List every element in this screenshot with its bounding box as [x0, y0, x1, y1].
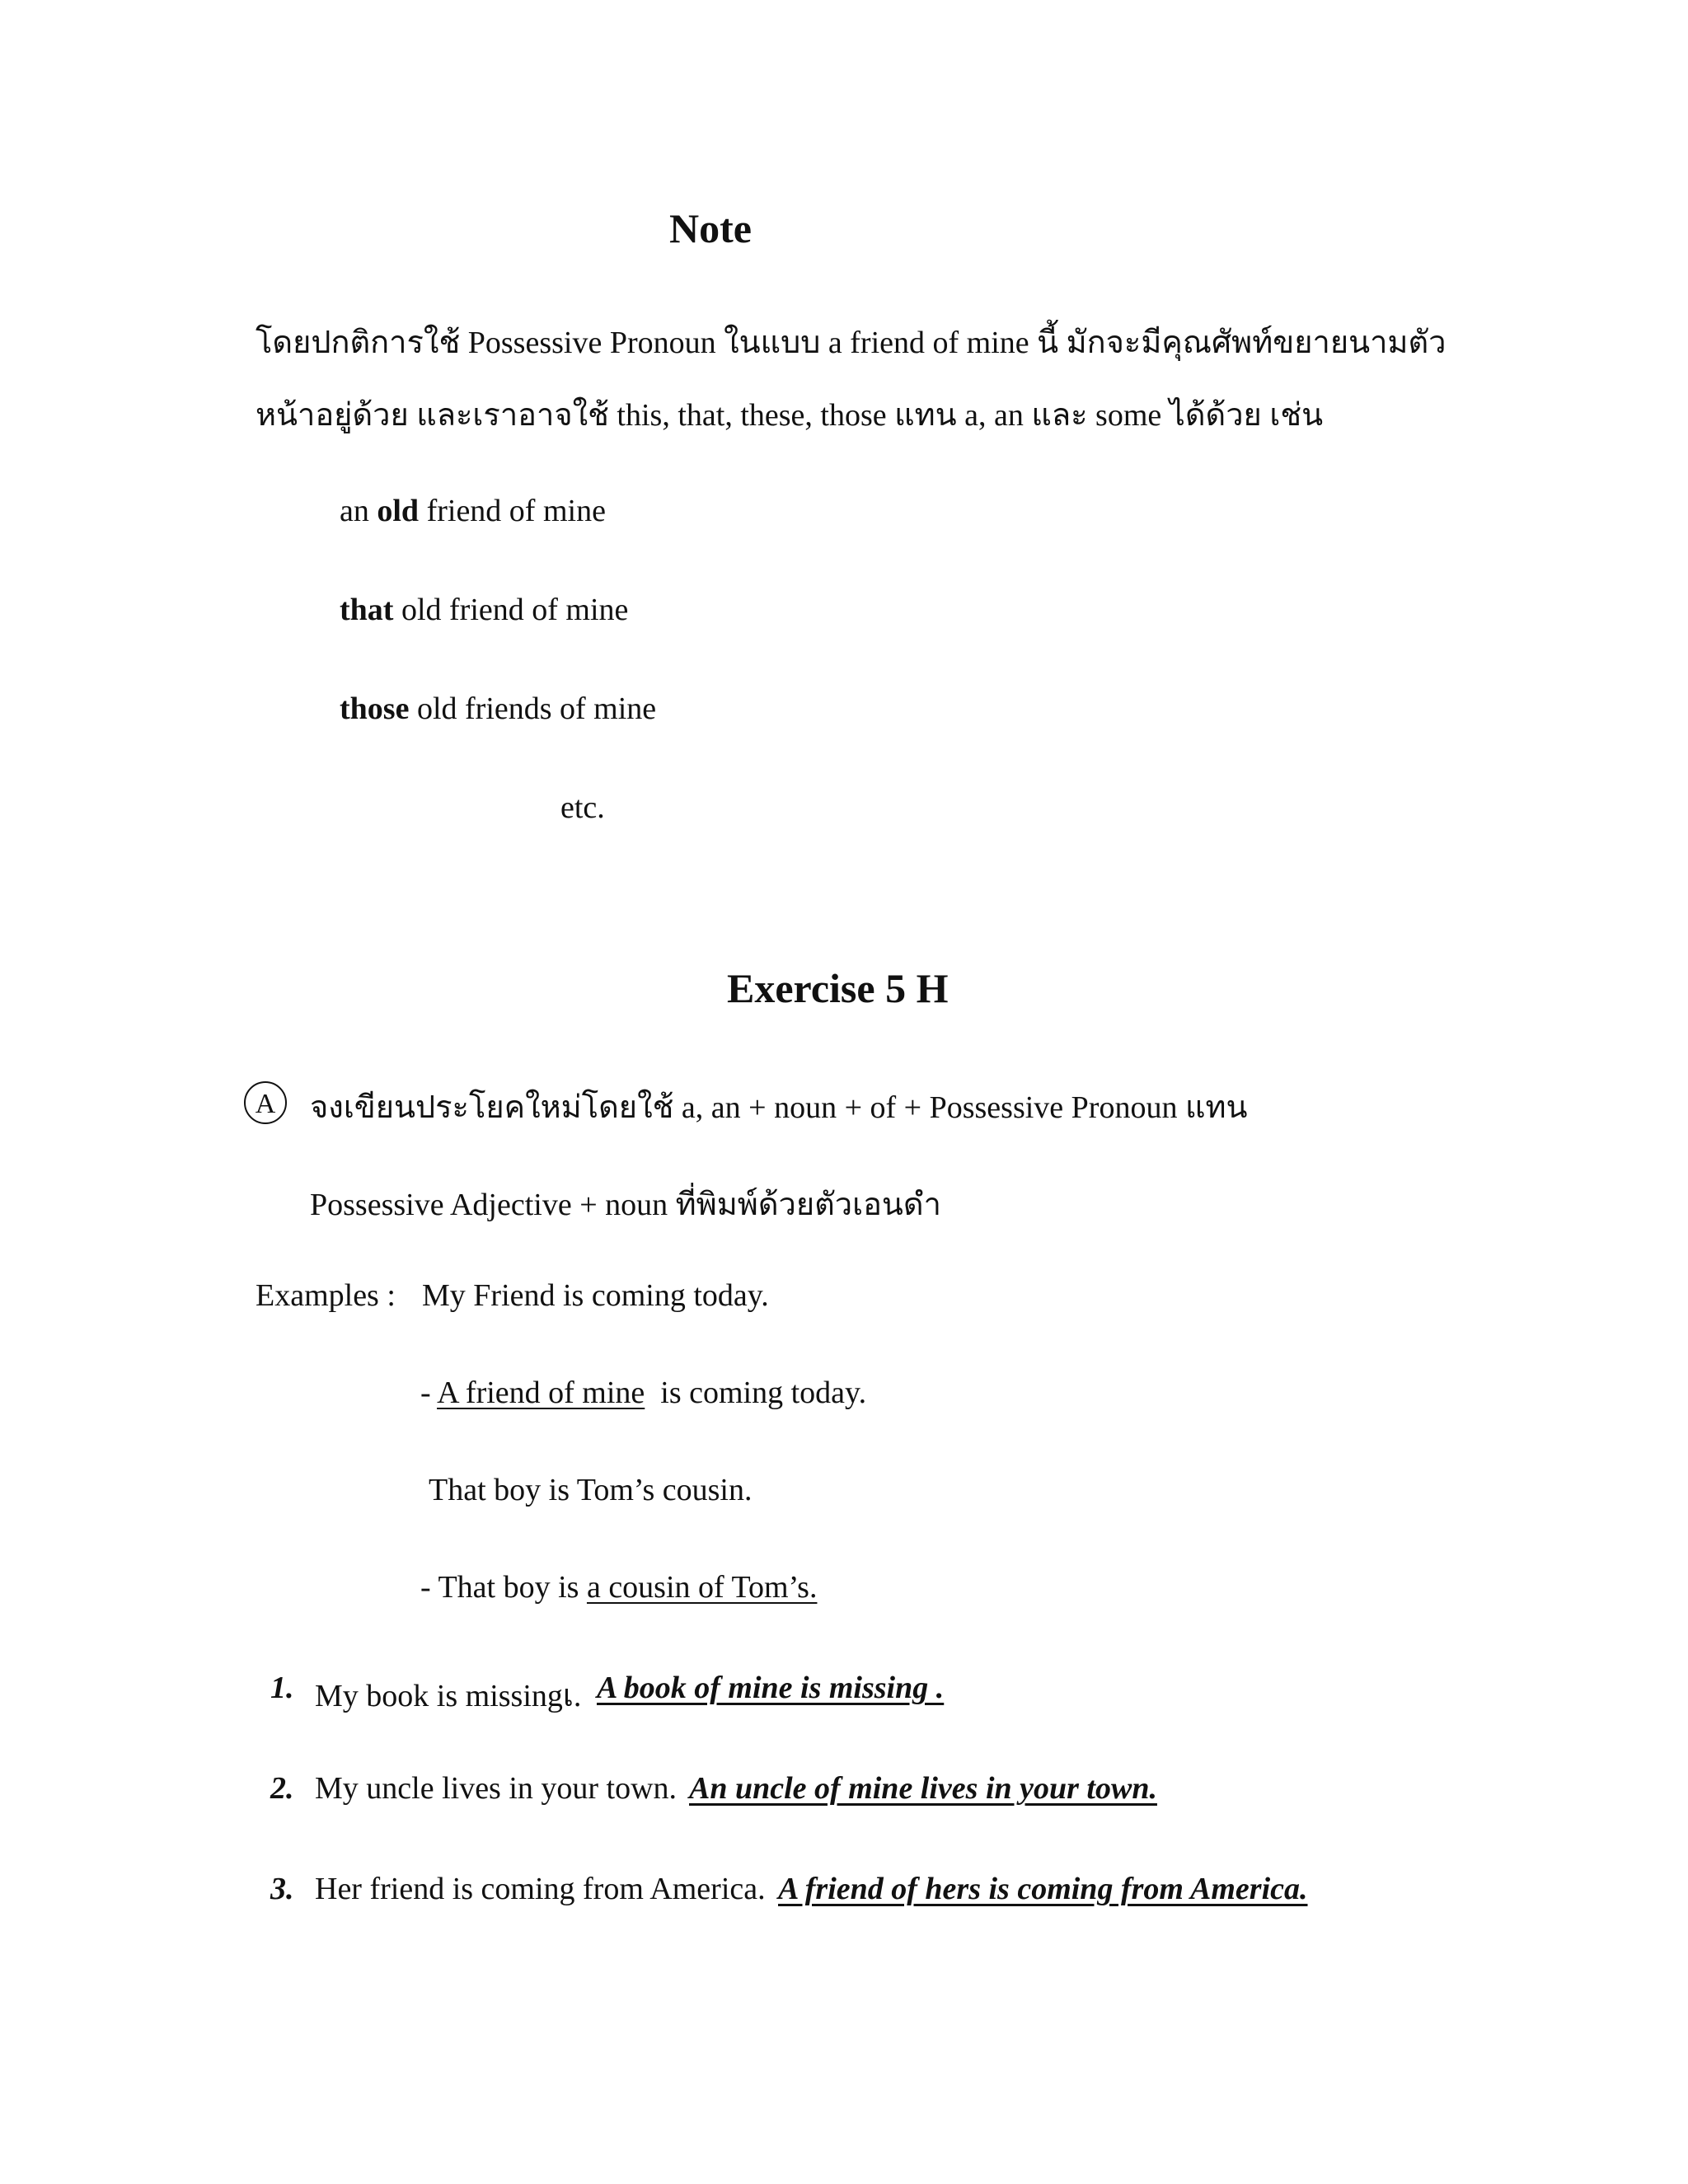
examples-label: Examples :	[256, 1278, 396, 1313]
dash: -	[420, 1376, 438, 1410]
example-1-answer-underlined: A friend of mine	[437, 1376, 645, 1410]
example-2-answer-underlined: a cousin of Tom’s.	[586, 1570, 818, 1605]
item-1-number: 1.	[270, 1671, 294, 1705]
note-etc: etc.	[560, 790, 605, 825]
note-example-2	[340, 592, 628, 628]
exercise-title: Exercise 5 H	[727, 965, 949, 1011]
item-3-number: 3.	[270, 1872, 294, 1906]
example-bold-word: old	[377, 494, 420, 528]
example-2-answer	[420, 1569, 817, 1605]
instruction-line-2: Possessive Adjective + noun ที่พิมพ์ด้วยตัวเอนดำ	[310, 1188, 941, 1222]
example-rest: old friends of mine	[409, 691, 657, 726]
item-3-question: Her friend is coming from America.	[315, 1872, 766, 1906]
section-marker-circle: A	[244, 1081, 287, 1124]
note-line-1: โดยปกติการใช้ Possessive Pronoun ในแบบ a friend of mine นี้ มักจะมีคุณศัพท์ขยายนามตัว	[256, 326, 1447, 360]
example-bold-word: those	[340, 691, 410, 726]
note-line-2: หน้าอยู่ด้วย และเราอาจใช้ this, that, these, those แทน a, an และ some ได้ด้วย เช่น	[256, 398, 1324, 433]
note-example-1	[340, 493, 606, 529]
instruction-line-1: จงเขียนประโยคใหม่โดยใช้ a, an + noun + of + Possessive Pronoun แทน	[310, 1090, 1248, 1125]
item-2-answer: An uncle of mine lives in your town.	[689, 1771, 1157, 1806]
note-title: Note	[669, 205, 752, 251]
note-example-3	[340, 691, 656, 727]
example-rest: friend of mine	[419, 494, 606, 528]
item-1-question: My book is missingเ.	[315, 1679, 582, 1713]
item-1-answer: A book of mine is missing .	[597, 1671, 945, 1705]
example-2-sentence: That boy is Tom’s cousin.	[429, 1473, 753, 1507]
example-1-sentence: My Friend is coming today.	[422, 1278, 769, 1313]
dash: -	[420, 1570, 438, 1605]
example-1-answer-rest: is coming today.	[645, 1376, 867, 1410]
item-2-question: My uncle lives in your town.	[315, 1771, 678, 1806]
item-3-answer: A friend of hers is coming from America.	[778, 1872, 1308, 1906]
item-2-number: 2.	[270, 1771, 294, 1806]
example-prefix: an	[340, 494, 377, 528]
example-1-answer	[420, 1375, 866, 1411]
example-bold-word: that	[340, 593, 394, 627]
example-2-answer-plain: That boy is	[438, 1570, 587, 1605]
example-rest: old friend of mine	[393, 593, 629, 627]
